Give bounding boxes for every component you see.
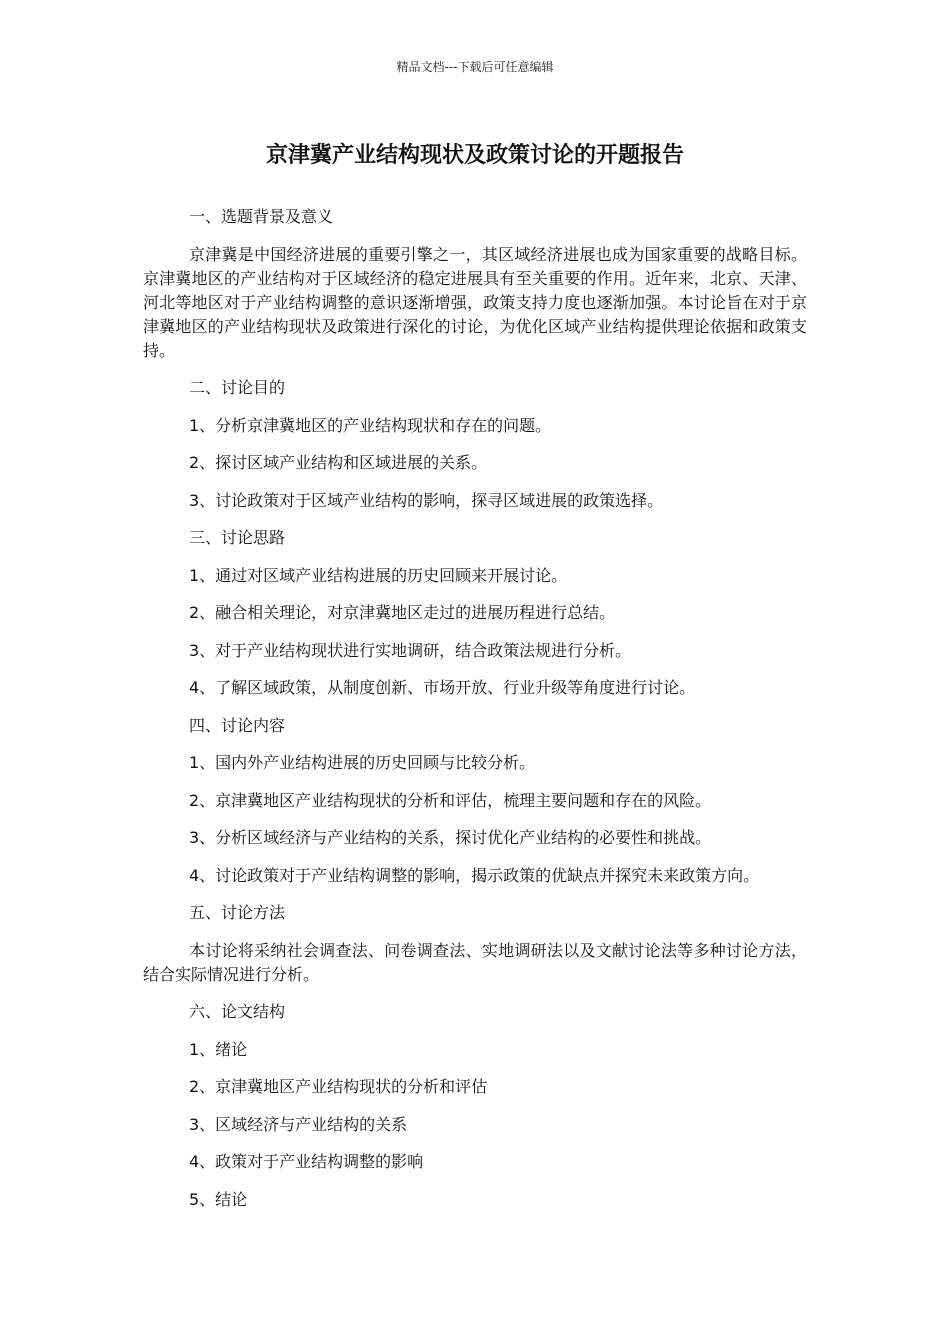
content-item: 3、分析区域经济与产业结构的关系，探讨优化产业结构的必要性和挑战。 [189,828,712,847]
document-title: 京津冀产业结构现状及政策讨论的开题报告 [265,143,684,168]
purpose-item: 1、分析京津冀地区的产业结构现状和存在的问题。 [189,415,552,435]
purpose-item: 2、探讨区域产业结构和区域进展的关系。 [189,453,488,472]
approach-item: 4、了解区域政策，从制度创新、市场开放、行业升级等角度进行讨论。 [189,678,696,697]
section-heading-content: 四、讨论内容 [189,715,286,735]
structure-item: 1、绪论 [189,1039,248,1059]
purpose-item: 3、讨论政策对于区域产业结构的影响，探寻区域进展的政策选择。 [189,490,664,510]
structure-item: 4、政策对于产业结构调整的影响 [189,1152,424,1171]
content-item: 1、国内外产业结构进展的历史回顾与比较分析。 [189,753,536,772]
structure-item: 5、结论 [189,1189,248,1209]
section-heading-purpose: 二、讨论目的 [189,378,286,397]
background-paragraph: 京津冀是中国经济进展的重要引擎之一，其区域经济进展也成为国家重要的战略目标。京津冀地区的产业结构对于区域经济的稳定进展具有至关重要的作用。近年来，北京、天津、河北等地区对于产业结构调整的意识逐渐增强，政策支持力度也逐渐加强。本讨论旨在对于京津冀地区的产业结构现状及政策进行深化的讨论，为优化区域产业结构提供理论依据和政策支持。 [143,244,807,360]
method-paragraph: 本讨论将采纳社会调查法、问卷调查法、实地调研法以及文献讨论法等多种讨论方法，结合实际情况进行分析。 [143,940,807,984]
structure-item: 3、区域经济与产业结构的关系 [189,1114,408,1134]
structure-item: 2、京津冀地区产业结构现状的分析和评估 [189,1077,488,1096]
document-body [143,205,807,1225]
content-item: 2、京津冀地区产业结构现状的分析和评估，梳理主要问题和存在的风险。 [189,790,712,810]
section-heading-background: 一、选题背景及意义 [189,207,334,226]
section-heading-structure: 六、论文结构 [189,1002,286,1021]
approach-item: 1、通过对区域产业结构进展的历史回顾来开展讨论。 [189,565,568,585]
header-note: 精品文档---下载后可任意编辑 [396,60,554,74]
content-item: 4、讨论政策对于产业结构调整的影响，揭示政策的优缺点并探究未来政策方向。 [189,865,760,885]
section-heading-approach: 三、讨论思路 [189,528,286,547]
approach-item: 2、融合相关理论，对京津冀地区走过的进展历程进行总结。 [189,603,616,622]
approach-item: 3、对于产业结构现状进行实地调研，结合政策法规进行分析。 [189,640,632,660]
section-heading-method: 五、讨论方法 [189,903,286,922]
